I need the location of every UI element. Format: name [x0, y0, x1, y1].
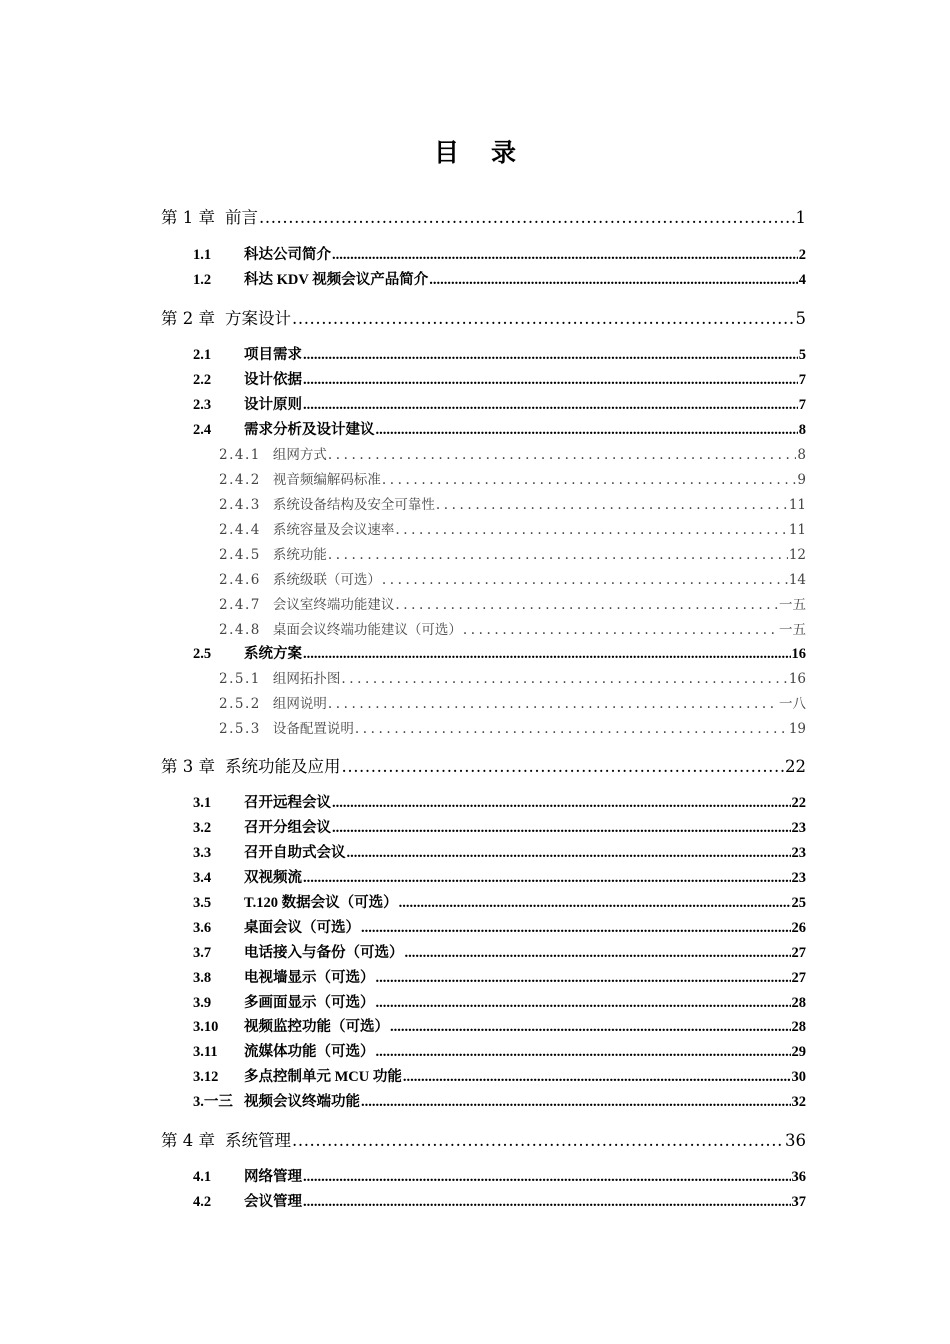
toc-entry-number: 1.1 — [193, 247, 212, 263]
toc-dot-leader — [332, 820, 791, 837]
toc-dot-leader — [303, 646, 791, 663]
toc-entry[interactable] — [193, 1040, 806, 1061]
toc-entry-number: 3.一三 — [193, 1094, 233, 1110]
toc-entry[interactable] — [193, 1090, 806, 1111]
toc-entry-page: 32 — [791, 1094, 806, 1110]
toc-title-char-1: 目 — [433, 138, 459, 167]
toc-entry-title: 召开自助式会议 — [244, 845, 346, 861]
toc-entry-number: 2.4.8 — [219, 622, 261, 638]
toc-entry-page: 23 — [791, 870, 806, 886]
toc-entry-title: T.120 数据会议（可选） — [244, 895, 398, 911]
toc-entry-number: 2.4 — [193, 422, 212, 438]
toc-title — [0, 133, 950, 169]
toc-entry-title: 双视频流 — [244, 870, 302, 886]
toc-entry-title: 视音频编解码标准 — [272, 472, 381, 488]
toc-dot-leader — [436, 497, 788, 513]
toc-entry-page: 8 — [797, 447, 806, 463]
toc-entry-page: 11 — [788, 497, 806, 513]
toc-dot-leader — [332, 247, 798, 264]
toc-entry-page: 7 — [798, 397, 806, 413]
toc-entry[interactable] — [219, 568, 806, 588]
toc-entry-page: 28 — [791, 995, 806, 1011]
toc-entry-number: 2.4.1 — [219, 447, 261, 463]
toc-entry[interactable] — [161, 753, 806, 777]
toc-entry-title: 桌面会议（可选） — [244, 920, 360, 936]
toc-entry[interactable] — [161, 1127, 806, 1151]
toc-dot-leader — [303, 372, 798, 389]
toc-entry-number: 1.2 — [193, 272, 212, 288]
toc-entry-title: 视频会议终端功能 — [244, 1094, 360, 1110]
toc-entry-number: 2.4.7 — [219, 597, 261, 613]
toc-entry-title: 流媒体功能（可选） — [244, 1044, 375, 1060]
toc-entry[interactable] — [193, 816, 806, 837]
toc-entry-title: 设计依据 — [244, 372, 302, 388]
toc-entry-page: 19 — [788, 721, 806, 737]
toc-entry-page: 27 — [791, 945, 806, 961]
toc-entry[interactable] — [219, 717, 806, 737]
toc-dot-leader — [303, 870, 791, 887]
toc-entry-number: 3.10 — [193, 1019, 219, 1035]
toc-dot-leader — [303, 397, 798, 414]
toc-entry-number: 2.5 — [193, 646, 212, 662]
toc-entry-title: 科达 KDV 视频会议产品简介 — [244, 272, 429, 288]
toc-entry-number: 3.11 — [193, 1044, 218, 1060]
toc-dot-leader — [303, 347, 798, 364]
toc-dot-leader — [292, 309, 795, 328]
toc-entry-page: 5 — [798, 347, 806, 363]
toc-entry-number: 4.1 — [193, 1169, 212, 1185]
toc-entry-page: 28 — [791, 1019, 806, 1035]
toc-entry-page: 25 — [791, 895, 806, 911]
toc-entry[interactable] — [193, 841, 806, 862]
toc-entry[interactable] — [193, 1065, 806, 1086]
toc-entry-title: 召开远程会议 — [244, 795, 331, 811]
toc-entry-page: 9 — [797, 472, 806, 488]
toc-entry[interactable] — [193, 393, 806, 414]
toc-entry[interactable] — [193, 966, 806, 987]
toc-entry[interactable] — [219, 443, 806, 463]
toc-dot-leader — [328, 547, 788, 563]
toc-entry[interactable] — [219, 543, 806, 563]
toc-entry[interactable] — [193, 791, 806, 812]
toc-entry[interactable] — [193, 991, 806, 1012]
toc-entry-title: 多画面显示（可选） — [244, 995, 375, 1011]
toc-entry-title: 设备配置说明 — [272, 721, 354, 737]
toc-entry-number: 3.2 — [193, 820, 212, 836]
toc-entry-page: 16 — [788, 671, 806, 687]
toc-dot-leader — [395, 597, 778, 613]
toc-title-char-2: 录 — [491, 138, 517, 167]
toc-entry-page: 23 — [791, 845, 806, 861]
toc-entry[interactable] — [193, 941, 806, 962]
toc-entry-title: 组网拓扑图 — [272, 671, 341, 687]
toc-dot-leader — [303, 1194, 791, 1211]
toc-entry[interactable] — [161, 204, 806, 228]
toc-entry-number: 2.4.4 — [219, 522, 261, 538]
toc-dot-leader — [342, 757, 785, 776]
toc-entry-page: 22 — [791, 795, 806, 811]
toc-entry-number: 2.2 — [193, 372, 212, 388]
toc-entry-page: 12 — [788, 547, 806, 563]
toc-entry-number: 3.7 — [193, 945, 212, 961]
toc-entry[interactable] — [219, 518, 806, 538]
toc-dot-leader — [382, 572, 788, 588]
toc-entry-title: 系统容量及会议速率 — [272, 522, 395, 538]
toc-dot-leader — [399, 895, 791, 912]
toc-entry-number: 2.5.3 — [219, 721, 261, 737]
toc-entry-page: 一八 — [779, 696, 806, 712]
toc-entry-title: 电视墙显示（可选） — [244, 970, 375, 986]
toc-entry-title: 系统功能 — [272, 547, 327, 563]
toc-dot-leader — [355, 721, 788, 737]
toc-entry[interactable] — [193, 418, 806, 439]
toc-entry-page: 1 — [795, 208, 806, 227]
toc-entry-number: 2.4.6 — [219, 572, 261, 588]
toc-entry-title: 系统设备结构及安全可靠性 — [272, 497, 435, 513]
toc-entry-page: 一五 — [779, 597, 806, 613]
toc-entry-number: 3.8 — [193, 970, 212, 986]
toc-entry[interactable] — [219, 468, 806, 488]
toc-entry-number: 第 3 章 — [161, 757, 215, 776]
toc-entry-title: 系统级联（可选） — [272, 572, 381, 588]
toc-entry-page: 7 — [798, 372, 806, 388]
toc-entry[interactable] — [219, 593, 806, 613]
toc-dot-leader — [395, 522, 787, 538]
toc-entry[interactable] — [193, 268, 806, 289]
toc-entry-page: 4 — [798, 272, 806, 288]
toc-entry-title: 前言 — [225, 208, 258, 227]
toc-entry-title: 组网说明 — [272, 696, 327, 712]
toc-entry-number: 3.4 — [193, 870, 212, 886]
toc-dot-leader — [328, 447, 797, 463]
toc-entry-title: 方案设计 — [225, 309, 291, 328]
toc-entry-title: 需求分析及设计建议 — [244, 422, 375, 438]
toc-entry-number: 2.3 — [193, 397, 212, 413]
toc-entry-title: 项目需求 — [244, 347, 302, 363]
toc-entry-number: 第 2 章 — [161, 309, 215, 328]
toc-entry-page: 23 — [791, 820, 806, 836]
toc-entry[interactable] — [193, 243, 806, 264]
toc-entry-page: 26 — [791, 920, 806, 936]
toc-entry-page: 36 — [785, 1131, 806, 1150]
toc-entry-title: 系统方案 — [244, 646, 302, 662]
toc-entry-number: 第 4 章 — [161, 1131, 215, 1150]
toc-entry[interactable] — [219, 667, 806, 687]
toc-entry-number: 2.4.5 — [219, 547, 261, 563]
toc-entry[interactable] — [193, 1015, 806, 1036]
toc-entry-number: 2.4.2 — [219, 472, 261, 488]
toc-dot-leader — [332, 795, 791, 812]
toc-dot-leader — [292, 1131, 784, 1150]
toc-entry-title: 科达公司简介 — [244, 247, 331, 263]
toc-dot-leader — [361, 1094, 791, 1111]
toc-entry-page: 36 — [791, 1169, 806, 1185]
toc-dot-leader — [303, 1169, 791, 1186]
toc-dot-leader — [376, 970, 791, 987]
toc-dot-leader — [259, 208, 795, 227]
toc-entry-title: 会议室终端功能建议 — [272, 597, 395, 613]
toc-entry-page: 37 — [791, 1194, 806, 1210]
toc-entry[interactable] — [193, 368, 806, 389]
toc-dot-leader — [429, 272, 798, 289]
toc-entry-title: 召开分组会议 — [244, 820, 331, 836]
toc-entry-page: 8 — [798, 422, 806, 438]
toc-entry-number: 3.9 — [193, 995, 212, 1011]
toc-entry[interactable] — [193, 642, 806, 663]
toc-entry-title: 多点控制单元 MCU 功能 — [244, 1069, 402, 1085]
toc-entry-title: 组网方式 — [272, 447, 327, 463]
toc-entry-number: 2.5.2 — [219, 696, 261, 712]
toc-dot-leader — [347, 845, 791, 862]
toc-dot-leader — [390, 1019, 791, 1036]
toc-entry-number: 2.5.1 — [219, 671, 261, 687]
toc-entry-number: 3.1 — [193, 795, 212, 811]
toc-dot-leader — [328, 696, 778, 712]
toc-entry[interactable] — [193, 916, 806, 937]
toc-dot-leader — [405, 945, 791, 962]
toc-entry-title: 桌面会议终端功能建议（可选） — [272, 622, 462, 638]
toc-entry-page: 29 — [791, 1044, 806, 1060]
toc-entry-page: 5 — [795, 309, 806, 328]
toc-entry-number: 2.1 — [193, 347, 212, 363]
toc-dot-leader — [382, 472, 797, 488]
toc-entry-title: 电话接入与备份（可选） — [244, 945, 404, 961]
toc-entry-title: 网络管理 — [244, 1169, 302, 1185]
toc-dot-leader — [376, 995, 791, 1012]
toc-dot-leader — [463, 622, 778, 638]
toc-entry-page: 22 — [785, 757, 806, 776]
toc-entry-title: 设计原则 — [244, 397, 302, 413]
toc-entry[interactable] — [193, 343, 806, 364]
toc-entry[interactable] — [219, 618, 806, 638]
toc-entry[interactable] — [193, 866, 806, 887]
toc-entry[interactable] — [193, 1190, 806, 1211]
toc-dot-leader — [361, 920, 791, 937]
toc-dot-leader — [376, 1044, 791, 1061]
toc-entry-number: 4.2 — [193, 1194, 212, 1210]
toc-entry[interactable] — [193, 1165, 806, 1186]
toc-entry[interactable] — [193, 891, 806, 912]
toc-entry-page: 一五 — [779, 622, 806, 638]
toc-dot-leader — [341, 671, 787, 687]
toc-dot-leader — [376, 422, 798, 439]
toc-entry-page: 14 — [788, 572, 806, 588]
toc-entry-page: 27 — [791, 970, 806, 986]
toc-entry-title: 系统管理 — [225, 1131, 291, 1150]
toc-entry-number: 3.3 — [193, 845, 212, 861]
toc-entry-title: 视频监控功能（可选） — [244, 1019, 389, 1035]
toc-entry-page: 2 — [798, 247, 806, 263]
toc-entry-number: 2.4.3 — [219, 497, 261, 513]
toc-entry-page: 16 — [791, 646, 806, 662]
toc-entry-title: 会议管理 — [244, 1194, 302, 1210]
toc-entry-number: 3.5 — [193, 895, 212, 911]
toc-entry[interactable] — [219, 692, 806, 712]
toc-entry[interactable] — [219, 493, 806, 513]
toc-entry-page: 30 — [791, 1069, 806, 1085]
toc-entry-title: 系统功能及应用 — [225, 757, 341, 776]
toc-entry-number: 3.12 — [193, 1069, 219, 1085]
toc-entry-number: 第 1 章 — [161, 208, 215, 227]
toc-entry[interactable] — [161, 305, 806, 329]
toc-dot-leader — [403, 1069, 791, 1086]
toc-entry-page: 11 — [788, 522, 806, 538]
toc-entry-number: 3.6 — [193, 920, 212, 936]
